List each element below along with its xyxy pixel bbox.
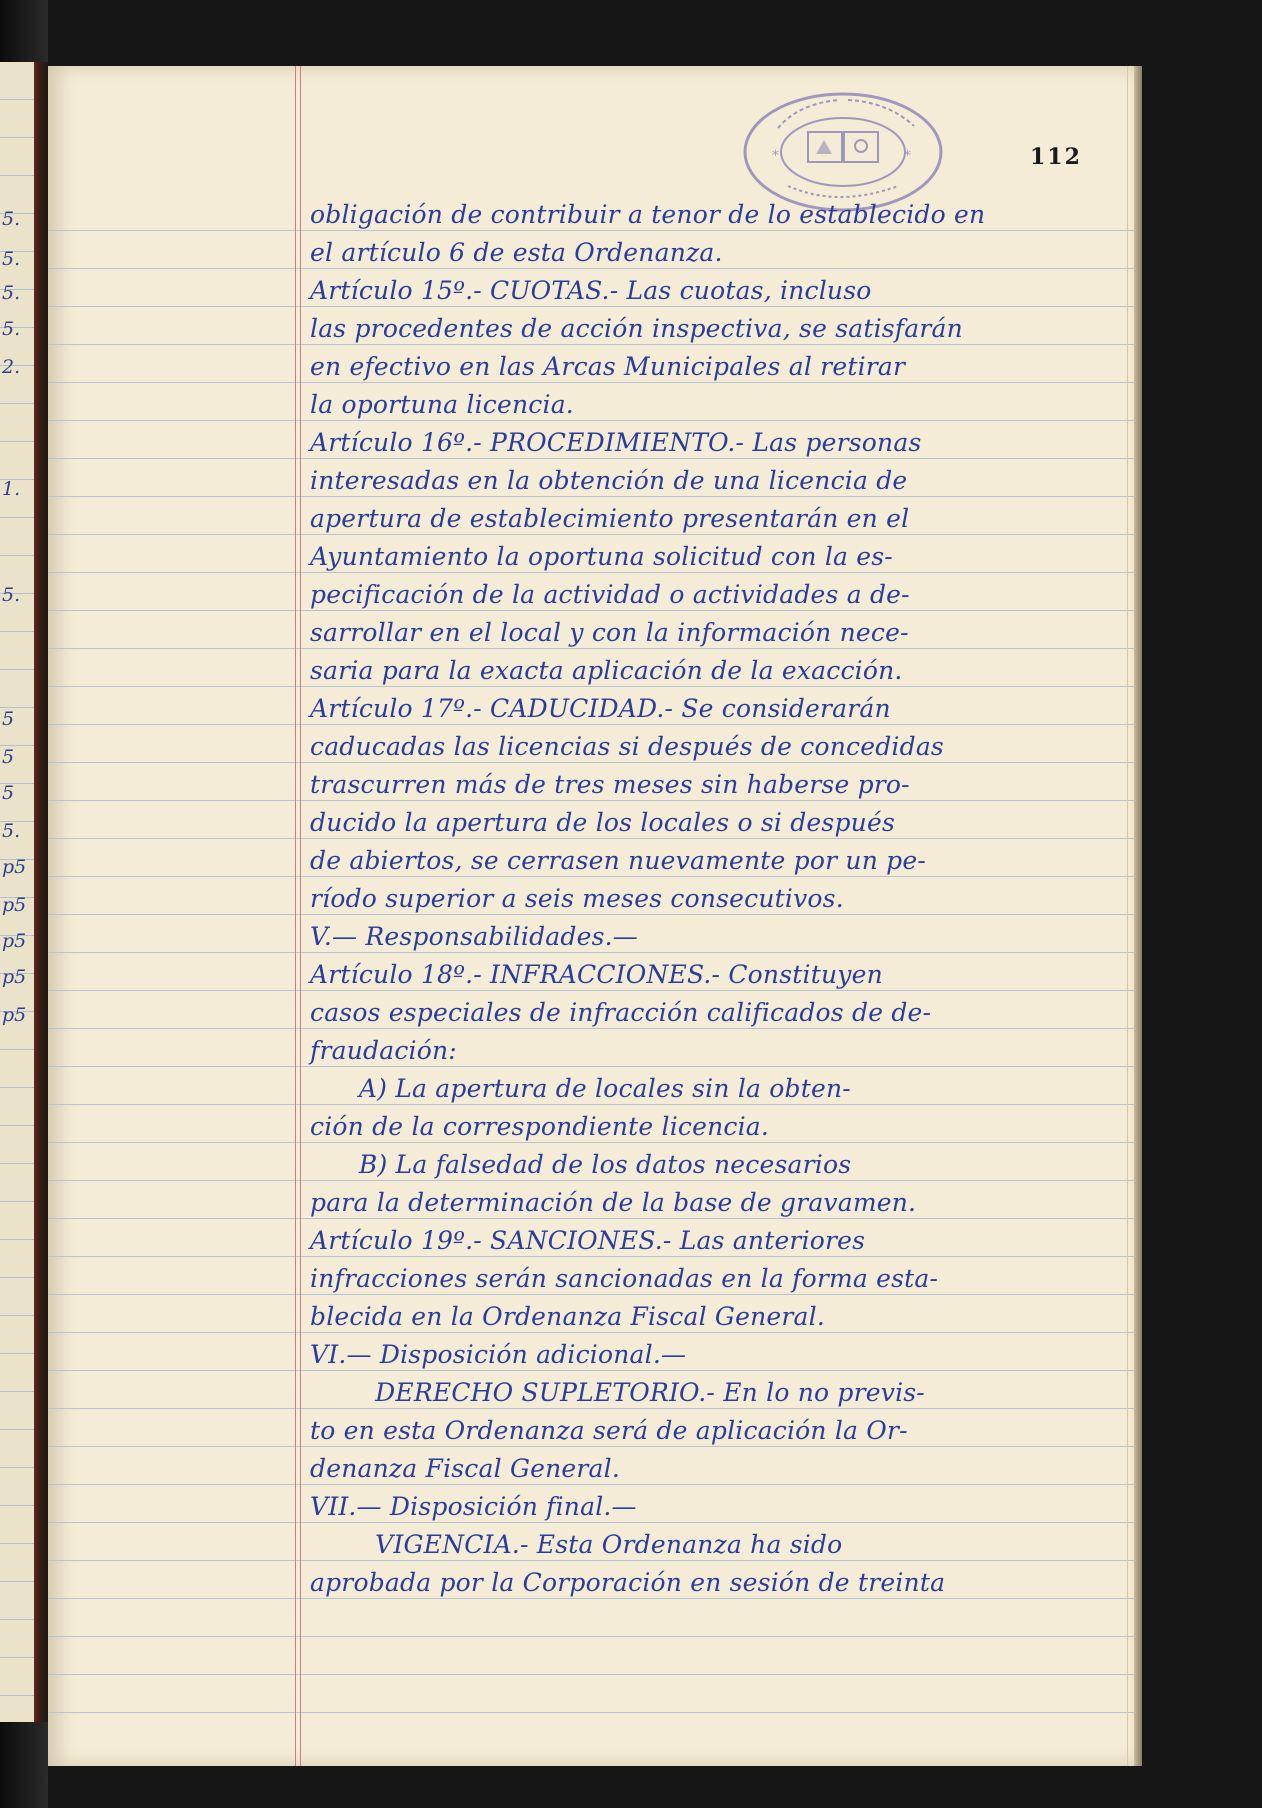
text-line: Artículo 17º.- CADUCIDAD.- Se considerarán <box>310 694 891 723</box>
edge-mark: 5. <box>2 248 21 270</box>
text-line: Artículo 15º.- CUOTAS.- Las cuotas, incluso <box>310 276 872 305</box>
text-line: aprobada por la Corporación en sesión de treinta <box>310 1568 946 1597</box>
text-line: Ayuntamiento la oportuna solicitud con la es- <box>310 542 893 571</box>
edge-mark: 5. <box>2 584 21 606</box>
section-heading-line: VII.— Disposición final.— <box>310 1492 637 1521</box>
text-line: trascurren más de tres meses sin haberse pro- <box>310 770 910 799</box>
text-line: fraudación: <box>310 1036 457 1065</box>
edge-mark: p5 <box>2 1004 27 1026</box>
text-line: ríodo superior a seis meses consecutivos. <box>310 884 844 913</box>
margin-line <box>300 66 301 1766</box>
text-line: to en esta Ordenanza será de aplicación la Or- <box>310 1416 908 1445</box>
text-line: saria para la exacta aplicación de la exacción. <box>310 656 903 685</box>
text-line: Artículo 18º.- INFRACCIONES.- Constituyen <box>310 960 883 989</box>
section-heading-line: V.— Responsabilidades.— <box>310 922 638 951</box>
text-line: Artículo 19º.- SANCIONES.- Las anteriores <box>310 1226 866 1255</box>
edge-mark: p5 <box>2 856 27 878</box>
text-line: sarrollar en el local y con la información nece- <box>310 618 909 647</box>
svg-text:*: * <box>904 148 911 164</box>
edge-mark: 5 <box>2 746 15 768</box>
text-line: ducido la apertura de los locales o si después <box>310 808 895 837</box>
edge-mark: 5 <box>2 782 15 804</box>
page-right-edge <box>1134 66 1142 1766</box>
text-line: para la determinación de la base de gravamen. <box>310 1188 917 1217</box>
ruled-line <box>48 1636 1134 1637</box>
ruled-line <box>48 1674 1134 1675</box>
edge-mark: 5. <box>2 208 21 230</box>
previous-page-edge <box>0 62 35 1722</box>
text-line: apertura de establecimiento presentarán en el <box>310 504 910 533</box>
edge-mark: p5 <box>2 894 27 916</box>
text-line: el artículo 6 de esta Ordenanza. <box>310 238 723 267</box>
text-line: casos especiales de infracción calificados de de- <box>310 998 932 1027</box>
edge-mark: 5. <box>2 282 21 304</box>
text-line: pecificación de la actividad o actividades a de- <box>310 580 910 609</box>
text-line: ción de la correspondiente licencia. <box>310 1112 770 1141</box>
margin-line <box>295 66 296 1766</box>
edge-mark: p5 <box>2 930 27 952</box>
text-line: B) La falsedad de los datos necesarios <box>310 1150 852 1179</box>
text-line: obligación de contribuir a tenor de lo establecido en <box>310 200 986 229</box>
right-rule <box>1127 66 1128 1766</box>
page-number: 112 <box>1030 144 1082 170</box>
text-line: de abiertos, se cerrasen nuevamente por un pe- <box>310 846 927 875</box>
text-line: infracciones serán sancionadas en la forma esta- <box>310 1264 939 1293</box>
section-heading-line: VI.— Disposición adicional.— <box>310 1340 687 1369</box>
text-line: DERECHO SUPLETORIO.- En lo no previs- <box>310 1378 925 1407</box>
edge-mark: 5. <box>2 820 21 842</box>
text-line: la oportuna licencia. <box>310 390 574 419</box>
text-line: Artículo 16º.- PROCEDIMIENTO.- Las personas <box>310 428 922 457</box>
edge-mark: p5 <box>2 966 27 988</box>
edge-mark: 2. <box>2 356 21 378</box>
text-line: denanza Fiscal General. <box>310 1454 621 1483</box>
edge-mark: 5. <box>2 318 21 340</box>
text-line: interesadas en la obtención de una licencia de <box>310 466 908 495</box>
edge-mark: 1. <box>2 478 21 500</box>
handwritten-text-block <box>310 196 1120 1602</box>
edge-mark: 5 <box>2 708 15 730</box>
text-line: A) La apertura de locales sin la obten- <box>310 1074 851 1103</box>
svg-text:*: * <box>772 148 779 164</box>
ledger-page <box>48 66 1134 1766</box>
binding-gutter <box>34 62 48 1722</box>
text-line: las procedentes de acción inspectiva, se satisfarán <box>310 314 963 343</box>
text-line: en efectivo en las Arcas Municipales al retirar <box>310 352 906 381</box>
text-line: VIGENCIA.- Esta Ordenanza ha sido <box>310 1530 843 1559</box>
text-line: caducadas las licencias si después de concedidas <box>310 732 944 761</box>
text-line: blecida en la Ordenanza Fiscal General. <box>310 1302 825 1331</box>
ruled-line <box>48 1712 1134 1713</box>
